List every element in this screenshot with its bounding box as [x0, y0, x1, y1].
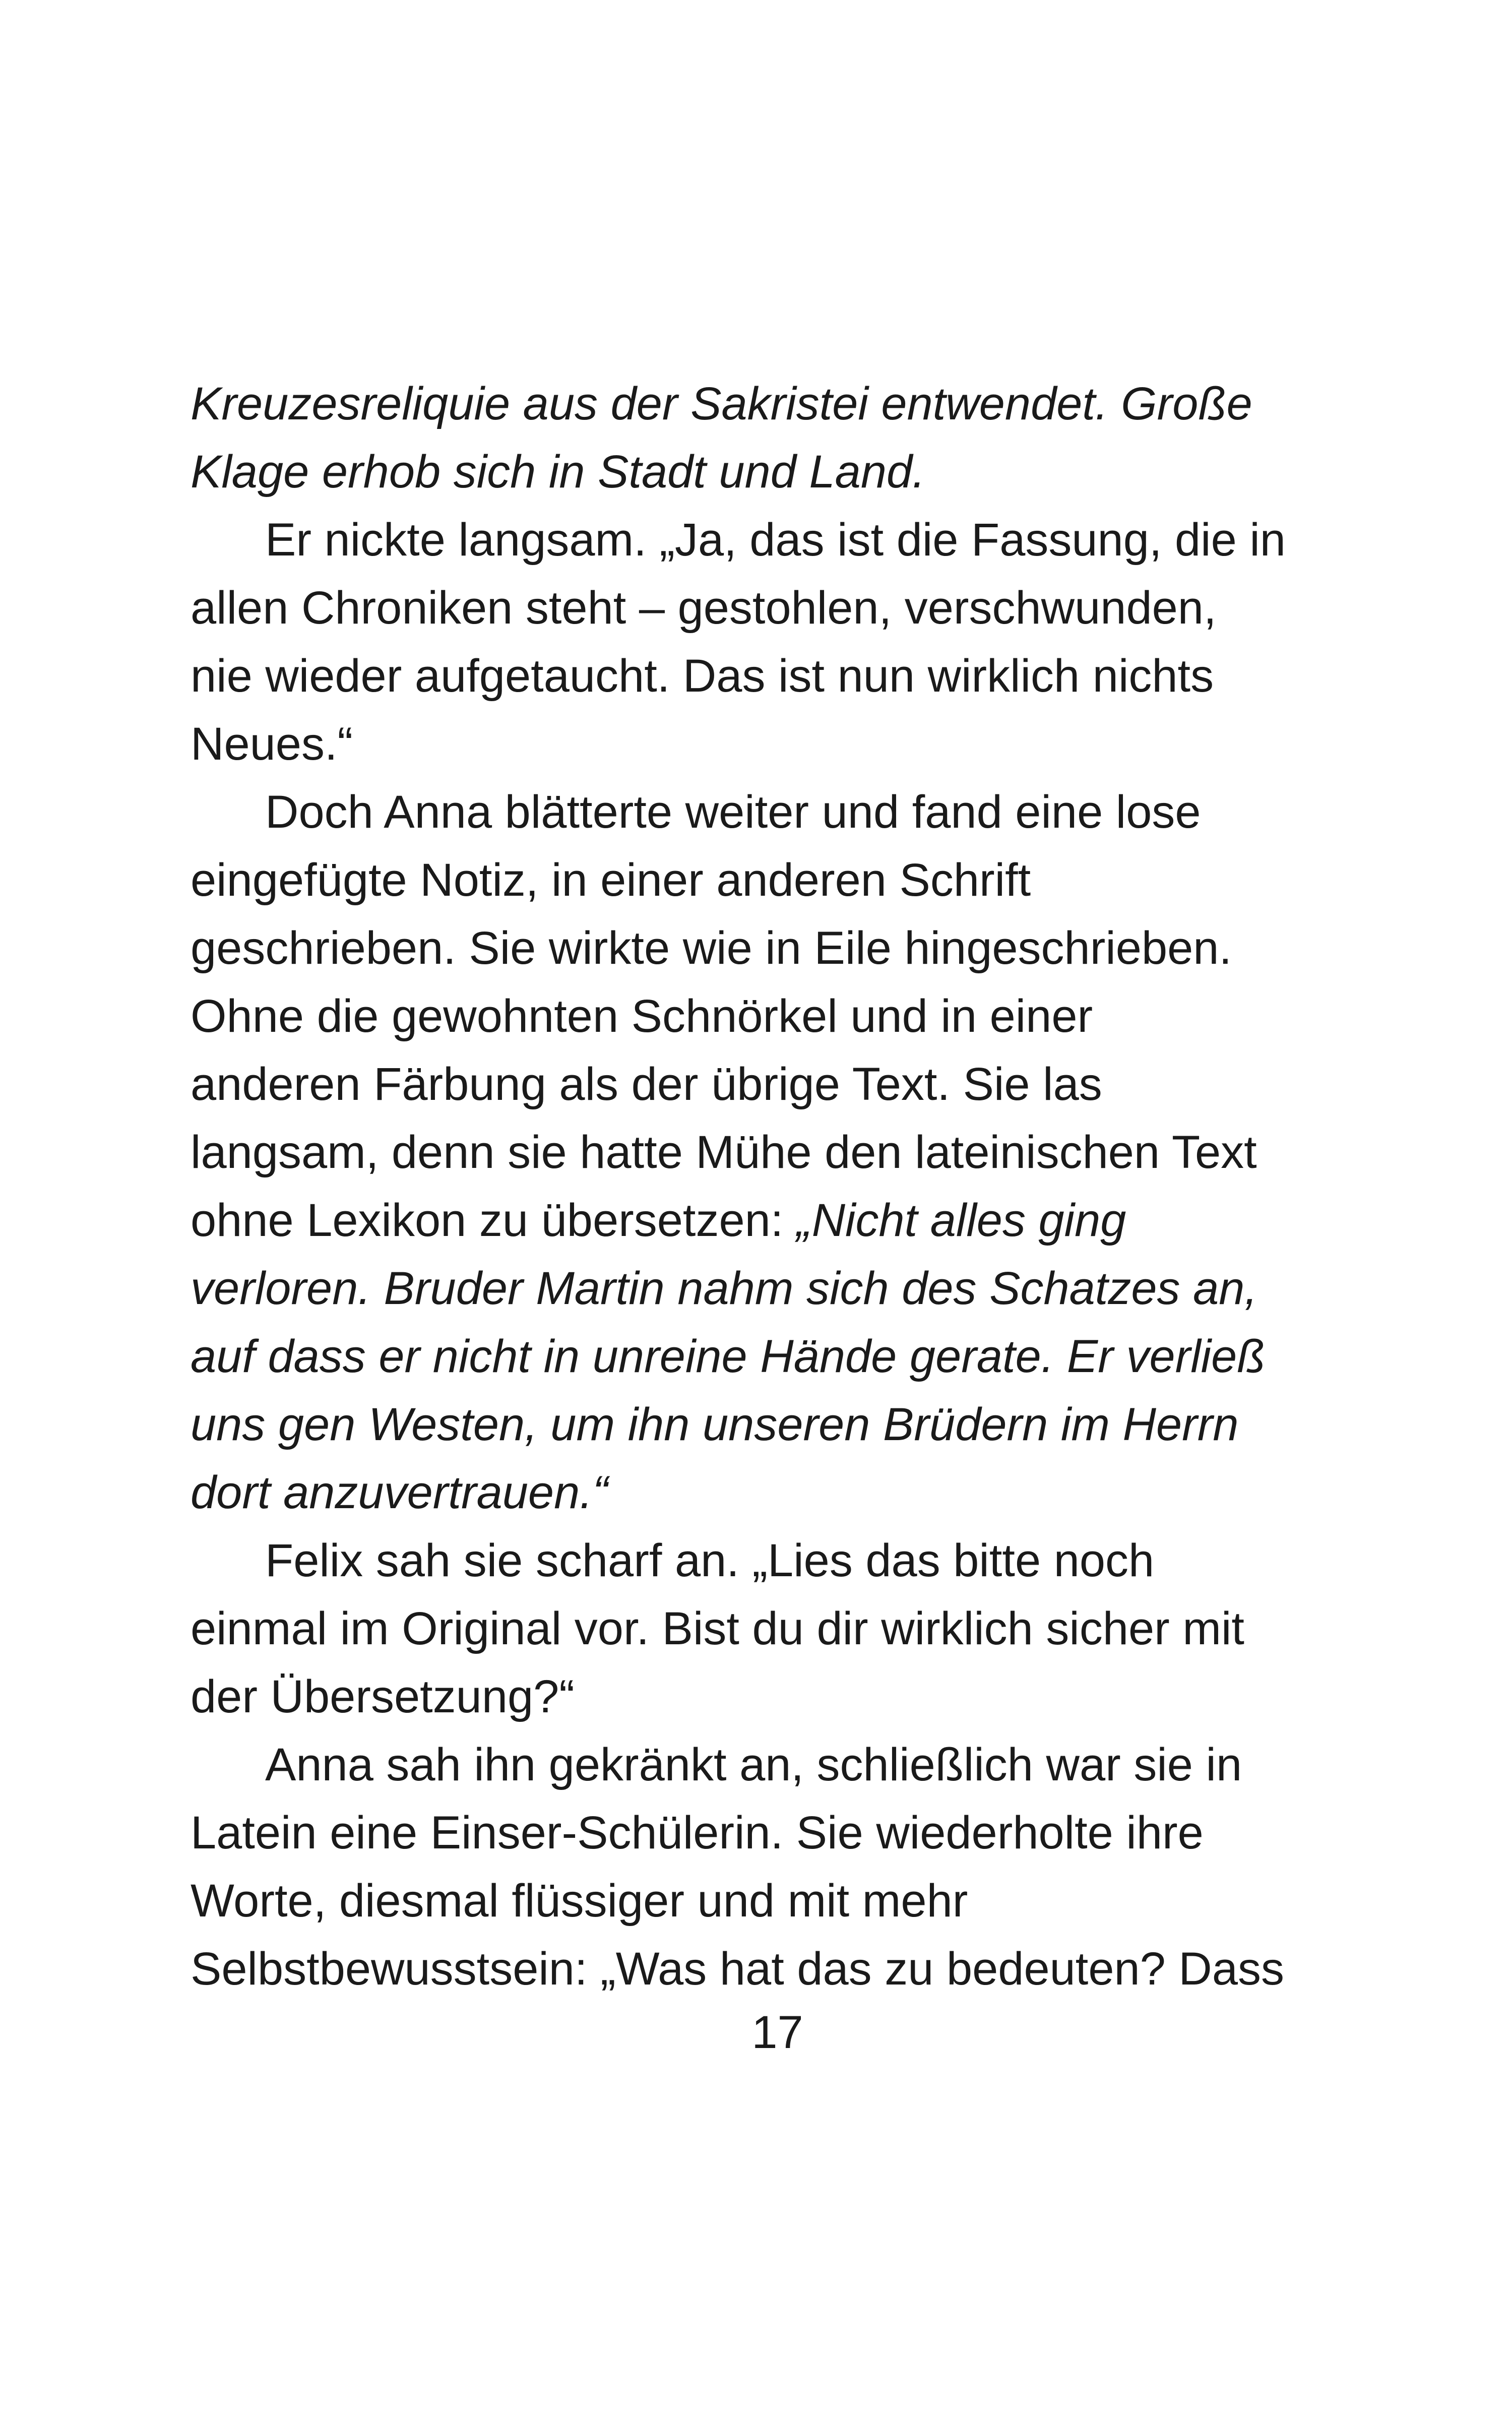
text-line — [191, 982, 1350, 1050]
text-segment: Latein eine Einser-Schülerin. Sie wiederholte ihre — [191, 1807, 1204, 1858]
text-line — [191, 710, 1350, 778]
text-line — [191, 642, 1350, 710]
text-line — [191, 1595, 1350, 1663]
text-segment: nie wieder aufgetaucht. Das ist nun wirklich nichts — [191, 650, 1214, 702]
text-line — [191, 370, 1350, 438]
text-line — [191, 574, 1350, 642]
text-line — [191, 1187, 1350, 1255]
italic-text-segment: uns gen Westen, um ihn unseren Brüdern im Herrn — [191, 1399, 1239, 1450]
text-line — [191, 1119, 1350, 1187]
text-segment: geschrieben. Sie wirkte wie in Eile hingeschrieben. — [191, 922, 1232, 974]
text-segment: anderen Färbung als der übrige Text. Sie las — [191, 1059, 1102, 1110]
text-line — [191, 1255, 1350, 1323]
text-segment: der Übersetzung?“ — [191, 1671, 575, 1722]
text-line — [191, 1799, 1350, 1867]
text-line — [191, 1867, 1350, 1935]
text-segment: Ohne die gewohnten Schnörkel und in einer — [191, 990, 1093, 1042]
text-line — [191, 1935, 1350, 2003]
italic-text-segment: Klage erhob sich in Stadt und Land. — [191, 446, 925, 498]
italic-text-segment: Kreuzesreliquie aus der Sakristei entwendet. Große — [191, 378, 1252, 429]
text-segment: Er nickte langsam. „Ja, das ist die Fassung, die in — [265, 514, 1286, 566]
text-line — [191, 506, 1350, 574]
text-line — [191, 1527, 1350, 1595]
text-line — [191, 1459, 1350, 1527]
text-segment: langsam, denn sie hatte Mühe den lateinischen Text — [191, 1127, 1257, 1178]
text-line — [191, 1323, 1350, 1391]
text-line — [191, 846, 1350, 914]
text-segment: allen Chroniken steht – gestohlen, verschwunden, — [191, 582, 1217, 634]
text-segment: Worte, diesmal flüssiger und mit mehr — [191, 1875, 968, 1927]
text-segment: Neues.“ — [191, 718, 353, 770]
page-body-text — [191, 370, 1350, 2003]
text-line — [191, 438, 1350, 506]
text-segment: Felix sah sie scharf an. „Lies das bitte noch — [265, 1535, 1155, 1586]
text-segment: eingefügte Notiz, in einer anderen Schrift — [191, 854, 1031, 906]
text-line — [191, 1050, 1350, 1119]
text-segment: ohne Lexikon zu übersetzen: — [191, 1195, 796, 1246]
text-segment: Doch Anna blätterte weiter und fand eine lose — [265, 786, 1201, 838]
italic-text-segment: „Nicht alles ging — [796, 1195, 1126, 1246]
text-line — [191, 1663, 1350, 1731]
page-number: 17 — [751, 2007, 803, 2058]
text-segment: einmal im Original vor. Bist du dir wirklich sicher mit — [191, 1603, 1244, 1654]
text-line — [191, 778, 1350, 846]
italic-text-segment: dort anzuvertrauen.“ — [191, 1467, 608, 1518]
text-segment: Anna sah ihn gekränkt an, schließlich war sie in — [265, 1739, 1242, 1790]
italic-text-segment: verloren. Bruder Martin nahm sich des Schatzes an, — [191, 1263, 1257, 1314]
text-line — [191, 914, 1350, 982]
text-line — [191, 1391, 1350, 1459]
text-line — [191, 1731, 1350, 1799]
italic-text-segment: auf dass er nicht in unreine Hände gerate. Er verließ — [191, 1331, 1266, 1382]
text-segment: Selbstbewusstsein: „Was hat das zu bedeuten? Dass — [191, 1943, 1284, 1995]
